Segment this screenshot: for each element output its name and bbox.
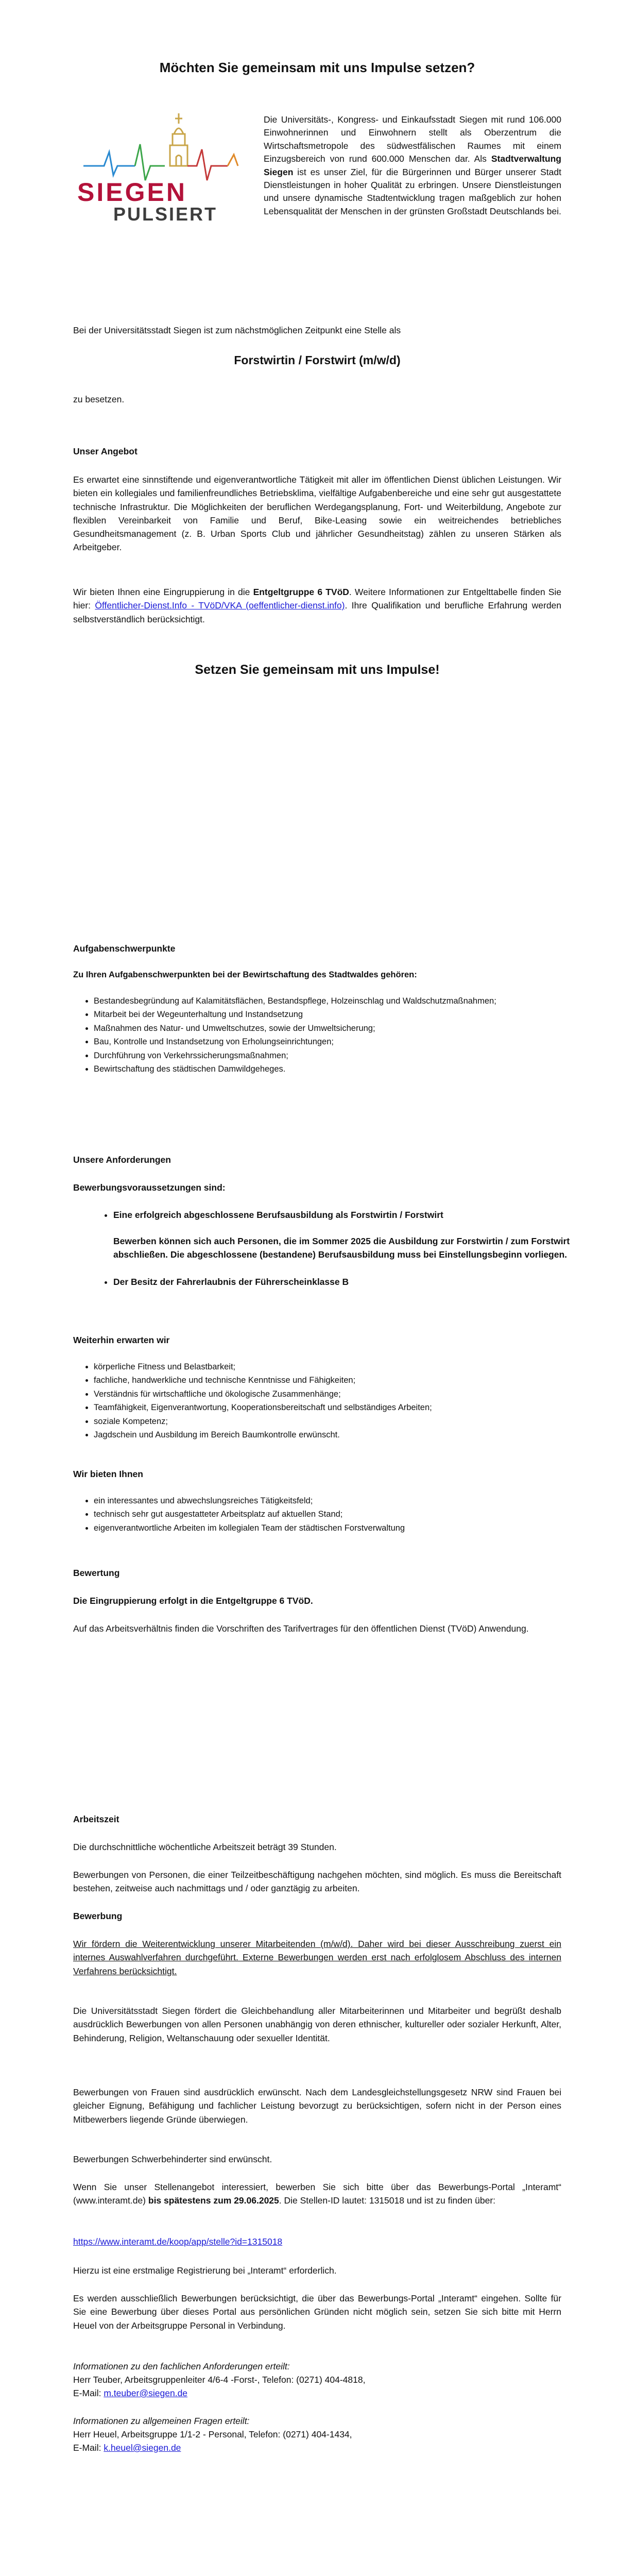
kontakt-fach-email-line: E-Mail: m.teuber@siegen.de	[73, 2388, 188, 2398]
arbeitszeit-p1: Die durchschnittliche wöchentliche Arbeitszeit beträgt 39 Stunden.	[73, 1842, 337, 1852]
list-item: • Durchführung von Verkehrssicherungsmaßnahmen;	[94, 1049, 582, 1062]
page-title: Möchten Sie gemeinsam mit uns Impulse setzen?	[159, 60, 475, 75]
list-item: • Eine erfolgreich abgeschlossene Berufsausbildung als Forstwirtin / Forstwirt Bewerben können sich auch Personen, die im Sommer 2025 die Ausbildung zur Forstwirtin / zum Forstwirt abschließen. Die abgeschlossene (bestandene) Berufsausbildung muss bei Einstellungsbeginn vorliegen.	[113, 1209, 602, 1261]
list-item: • Teamfähigkeit, Eigenverantwortung, Kooperationsbereitschaft und selbständiges Arbeiten;	[94, 1401, 582, 1414]
bewerbung-p2: Bewerbungen von Frauen sind ausdrücklich erwünscht. Nach dem Landesgleichstellungsgesetz NRW sind Frauen bei gleicher Eignung, Befähigung und fachlicher Leistung bevorzugt zu berücksichtigen, sofern nicht in der Person eines Mitbewerbers liegende Gründe überwiegen.	[73, 2087, 561, 2125]
section-heading-bewertung: Bewertung	[73, 1568, 120, 1578]
req1-note: Bewerben können sich auch Personen, die im Sommer 2025 die Ausbildung zur Forstwirtin / zum Forstwirt abschließen. Die abgeschlossene (bestandene) Berufsausbildung muss bei Einstellungsbeginn vorliegen.	[113, 1236, 570, 1260]
bewerbung-p1: Die Universitätsstadt Siegen fördert die Gleichbehandlung aller Mitarbeiterinnen und Mitarbeiter und begrüßt deshalb ausdrücklich Bewerbungen von allen Personen unabhängig von deren ethnischer, kultureller oder sozialer Herkunft, Alter, Behinderung, Religion, Weltanschauung oder sexueller Identität.	[73, 2006, 561, 2043]
section-heading-anforderungen: Unsere Anforderungen	[73, 1155, 171, 1165]
voraussetzungen-list	[73, 1209, 602, 1289]
job-title: Forstwirtin / Forstwirt (m/w/d)	[234, 353, 401, 367]
anforderungen-subheading: Bewerbungsvoraussetzungen sind:	[73, 1182, 226, 1193]
kontakt-allg-heading: Informationen zu allgemeinen Fragen erteilt:	[73, 2416, 250, 2426]
section-heading-arbeitszeit: Arbeitszeit	[73, 1814, 119, 1824]
list-item: • Bestandesbegründung auf Kalamitätsflächen, Bestandspflege, Holzeinschlag und Waldschutzmaßnahmen;	[94, 994, 582, 1008]
kontakt-fach-line: Herr Teuber, Arbeitsgruppenleiter 4/6-4 -Forst-, Telefon: (0271) 404-4818,	[73, 2375, 366, 2385]
section-heading-bieten: Wir bieten Ihnen	[73, 1469, 143, 1479]
list-item: • Verständnis für wirtschaftliche und ökologische Zusammenhänge;	[94, 1387, 582, 1401]
kontakt-fach-heading: Informationen zu den fachlichen Anforderungen erteilt:	[73, 2361, 290, 2371]
list-item: • Mitarbeit bei der Wegeunterhaltung und Instandsetzung	[94, 1008, 582, 1021]
allg-email-link[interactable]: k.heuel@siegen.de	[104, 2443, 181, 2453]
angebot-entgelt: Wir bieten Ihnen eine Eingruppierung in die Entgeltgruppe 6 TVöD. Weitere Informationen zur Entgelttabelle finden Sie hier: Öffentlicher-Dienst.Info - TVöD/VKA (oeffentlicher-dienst.info). Ihre Qualifikation und berufliche Erfahrung werden selbstverständlich berücksichtigt.	[73, 587, 562, 624]
bieten-list	[73, 1494, 582, 1535]
fach-email-link[interactable]: m.teuber@siegen.de	[104, 2388, 188, 2398]
list-item: • eigenverantwortliche Arbeiten im kollegialen Team der städtischen Forstverwaltung	[94, 1521, 582, 1535]
angebot-text: Es erwartet eine sinnstiftende und eigenverantwortliche Tätigkeit mit aller im öffentlichen Dienst üblichen Leistungen. Wir bieten ein kollegiales und familienfreundliches Betriebsklima, vielfältige Aufgabenbereiche und eine sehr gut ausgestattete technische Infrastruktur. Die Möglichkeiten der beruflichen Werdegangsplanung, Fort- und Weiterbildung, Angebote zur flexiblen Vereinbarkeit von Familie und Beruf, Bike-Leasing sowie ein weitreichendes betriebliches Gesundheitsmanagement (z. B. Urban Sports Club und jährlicher Gesundheitstag) zählen zu unseren Stärken als Arbeitgeber.	[73, 474, 561, 553]
bewerbung-p4: Wenn Sie unser Stellenangebot interessiert, bewerben Sie sich bitte über das Bewerbungs-Portal „Interamt“ (www.interamt.de) bis spätestens zum 29.06.2025. Die Stellen-ID lautet: 1315018 und ist zu finden über:	[73, 2182, 561, 2206]
list-item: • Jagdschein und Ausbildung im Bereich Baumkontrolle erwünscht.	[94, 1428, 582, 1442]
section-heading-bewerbung: Bewerbung	[73, 1911, 123, 1921]
slogan: Setzen Sie gemeinsam mit uns Impulse!	[195, 663, 440, 677]
list-item: • körperliche Fitness und Belastbarkeit;	[94, 1360, 582, 1374]
list-item: • Bewirtschaftung des städtischen Damwildgeheges.	[94, 1062, 582, 1076]
kontakt-allg-line: Herr Heuel, Arbeitsgruppe 1/1-2 - Personal, Telefon: (0271) 404-1434,	[73, 2429, 352, 2439]
siegen-pulsiert-logo	[73, 103, 243, 225]
logo-word-pulsiert: PULSIERT	[113, 204, 218, 225]
bewertung-text: Auf das Arbeitsverhältnis finden die Vorschriften des Tarifvertrages für den öffentlichen Dienst (TVöD) Anwendung.	[73, 1623, 529, 1634]
aufgaben-subheading: Zu Ihren Aufgabenschwerpunkten bei der Bewirtschaftung des Stadtwaldes gehören:	[73, 970, 417, 979]
list-item: • soziale Kompetenz;	[94, 1415, 582, 1428]
interamt-link[interactable]: https://www.interamt.de/koop/app/stelle?id=1315018	[73, 2236, 283, 2247]
aufgaben-list	[73, 994, 582, 1076]
list-item: • technisch sehr gut ausgestatteter Arbeitsplatz auf aktuellen Stand;	[94, 1507, 582, 1521]
list-item: • Maßnahmen des Natur- und Umweltschutzes, sowie der Umweltsicherung;	[94, 1022, 582, 1035]
section-heading-weiter: Weiterhin erwarten wir	[73, 1335, 170, 1345]
logo-word-siegen: SIEGEN	[77, 178, 187, 207]
section-heading-angebot: Unser Angebot	[73, 446, 138, 456]
entgelt-link[interactable]: Öffentlicher-Dienst.Info - TVöD/VKA (oeffentlicher-dienst.info)	[95, 600, 345, 611]
bewertung-bold: Die Eingruppierung erfolgt in die Entgeltgruppe 6 TVöD.	[73, 1596, 313, 1606]
job-fill: zu besetzen.	[73, 394, 125, 404]
bewerbung-p3: Bewerbungen Schwerbehinderter sind erwünscht.	[73, 2154, 272, 2164]
list-item: • ein interessantes und abwechslungsreiches Tätigkeitsfeld;	[94, 1494, 582, 1507]
list-item: • Bau, Kontrolle und Instandsetzung von Erholungseinrichtungen;	[94, 1035, 582, 1048]
section-heading-aufgaben: Aufgabenschwerpunkte	[73, 943, 176, 954]
bewerbung-p5: Hierzu ist eine erstmalige Registrierung bei „Interamt“ erforderlich.	[73, 2265, 337, 2276]
list-item: • fachliche, handwerkliche und technische Kenntnisse und Fähigkeiten;	[94, 1374, 582, 1387]
interamt-link-line	[73, 2235, 561, 2248]
job-lead: Bei der Universitätsstadt Siegen ist zum nächstmöglichen Zeitpunkt eine Stelle als	[73, 325, 401, 335]
bewerbung-intern: Wir fördern die Weiterentwicklung unserer Mitarbeitenden (m/w/d). Daher wird bei dieser Ausschreibung zuerst ein internes Auswahlverfahren durchgeführt. Externe Bewerbungen werden erst nach erfolglosem Abschluss des internen Verfahrens berücksichtigt.	[73, 1939, 561, 1976]
intro-text: Die Universitäts-, Kongress- und Einkaufsstadt Siegen mit rund 106.000 Einwohnerinnen und Einwohnern stellt als Oberzentrum die Wirtschaftsmetropole des südwestfälischen Raumes mit einem Einzugsbereich von rund 600.000 Menschen dar. Als Stadtverwaltung Siegen ist es unser Ziel, für die Bürgerinnen und Bürger unserer Stadt Dienstleistungen in hoher Qualität zu erbringen. Unsere Dienstleistungen und unsere dynamische Stadtentwicklung tragen maßgeblich zur hohen Lebensqualität der Menschen in der grünsten Großstadt Deutschlands bei.	[264, 114, 561, 216]
weiter-list	[73, 1360, 582, 1442]
kontakt-allg-email-line: E-Mail: k.heuel@siegen.de	[73, 2443, 181, 2453]
list-item: • Der Besitz der Fahrerlaubnis der Führerscheinklasse B	[113, 1276, 602, 1289]
arbeitszeit-p2: Bewerbungen von Personen, die einer Teilzeitbeschäftigung nachgehen möchten, sind möglich. Es muss die Bereitschaft bestehen, zeitweise auch nachmittags und / oder ganztägig zu arbeiten.	[73, 1870, 561, 1894]
bewerbung-p6: Es werden ausschließlich Bewerbungen berücksichtigt, die über das Bewerbungs-Portal „Interamt“ eingehen. Sollte für Sie eine Bewerbung über dieses Portal aus persönlichen Gründen nicht möglich sein, setzen Sie sich bitte mit Herrn Heuel von der Arbeitsgruppe Personal in Verbindung.	[73, 2293, 561, 2331]
